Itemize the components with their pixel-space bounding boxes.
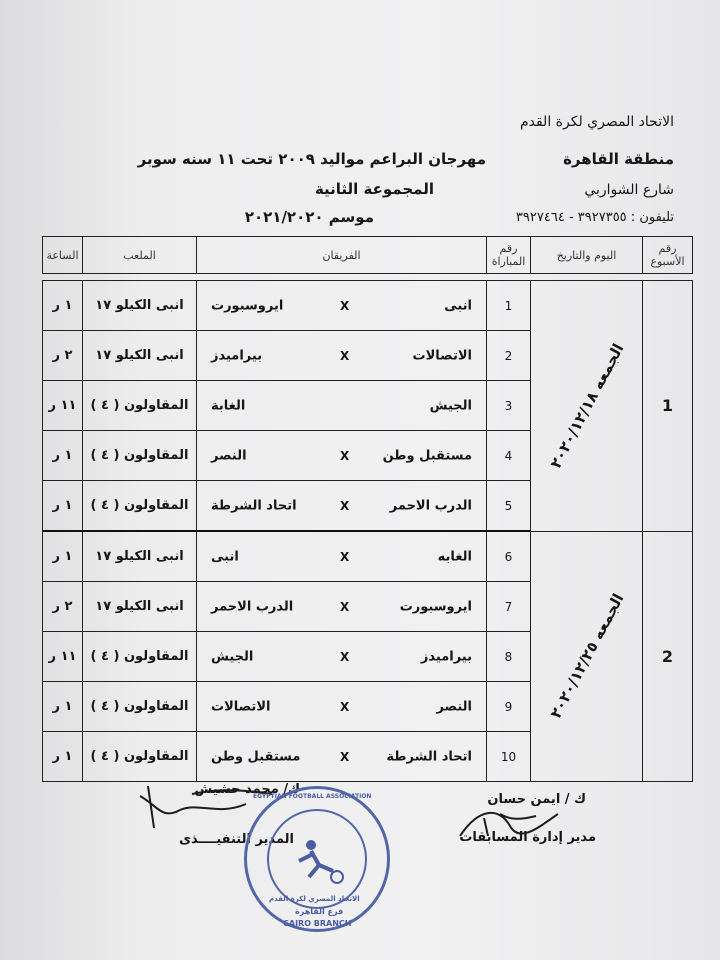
season-title: موسم ٢٠٢١/٢٠٢٠ bbox=[244, 208, 374, 226]
signatory-right-name: ك / ايمن حسان bbox=[487, 792, 586, 807]
kickoff-time: ٢ ر bbox=[43, 582, 83, 632]
home-team: النصر bbox=[436, 699, 472, 714]
week-date-cell bbox=[531, 281, 643, 532]
signature-scribble-right bbox=[440, 796, 570, 856]
kickoff-time: ٢ ر bbox=[43, 331, 83, 381]
spacer-row bbox=[43, 274, 693, 281]
festival-title: مهرجان البراعم مواليد ٢٠٠٩ تحت ١١ سنه سوبر bbox=[137, 150, 486, 168]
venue: انبى الكيلو ١٧ bbox=[83, 281, 197, 331]
seal-text-branch-en: CAIRO BRANCH bbox=[283, 919, 352, 928]
venue: المقاولون ( ٤ ) bbox=[83, 481, 197, 532]
match-number: 8 bbox=[487, 632, 531, 682]
versus-mark: X bbox=[340, 699, 350, 714]
table-row bbox=[43, 531, 693, 582]
week-number: 1 bbox=[643, 281, 693, 532]
match-number: 2 bbox=[487, 331, 531, 381]
kickoff-time: ١١ ر bbox=[43, 381, 83, 431]
teams-cell bbox=[197, 632, 487, 682]
table-row bbox=[43, 281, 693, 331]
signatory-left-name: ك/ محمد حشيش bbox=[194, 782, 300, 797]
home-team: مستقبل وطن bbox=[382, 448, 472, 463]
kickoff-time: ١ ر bbox=[43, 732, 83, 782]
signatory-left-title: المدير التنفيــــذى bbox=[179, 832, 294, 847]
header-week: رقم الأسبوع bbox=[643, 237, 693, 274]
away-team: ايروسبورت bbox=[211, 298, 284, 313]
away-team: بيراميدز bbox=[211, 348, 263, 363]
kickoff-time: ١ ر bbox=[43, 481, 83, 532]
header-match-no: رقم المباراة bbox=[487, 237, 531, 274]
week-date: الجمعه ٢٠٢٠/١٢/١٨ bbox=[546, 340, 627, 472]
versus-mark: X bbox=[340, 649, 350, 664]
seal-text-top: EGYPTIAN FOOTBALL ASSOCIATION bbox=[253, 793, 372, 800]
versus-mark: X bbox=[340, 599, 350, 614]
week-date: الجمعه ٢٠٢٠/١٢/٢٥ bbox=[546, 590, 627, 722]
versus-mark: X bbox=[340, 498, 350, 513]
teams-cell bbox=[197, 381, 487, 431]
match-number: 4 bbox=[487, 431, 531, 481]
away-team: اتحاد الشرطة bbox=[211, 498, 297, 513]
match-number: 6 bbox=[487, 531, 531, 582]
match-number: 7 bbox=[487, 582, 531, 632]
venue: المقاولون ( ٤ ) bbox=[83, 682, 197, 732]
week-date-cell bbox=[531, 531, 643, 782]
away-team: النصر bbox=[211, 448, 247, 463]
venue: انبى الكيلو ١٧ bbox=[83, 582, 197, 632]
teams-cell bbox=[197, 281, 487, 331]
kickoff-time: ١ ر bbox=[43, 431, 83, 481]
home-team: الدرب الاحمر bbox=[389, 498, 472, 513]
table-header-row bbox=[43, 237, 693, 274]
home-team: الغابه bbox=[437, 549, 472, 564]
teams-cell bbox=[197, 431, 487, 481]
away-team: مستقبل وطن bbox=[211, 749, 301, 764]
federation-title: الاتحاد المصري لكرة القدم bbox=[519, 114, 674, 130]
versus-mark: X bbox=[340, 348, 350, 363]
region-title: منطقة القاهرة bbox=[563, 150, 674, 168]
kickoff-time: ١ ر bbox=[43, 682, 83, 732]
home-team: بيراميدز bbox=[420, 649, 472, 664]
header-venue: الملعب bbox=[83, 237, 197, 274]
versus-mark: X bbox=[340, 549, 350, 564]
home-team: الاتصالات bbox=[412, 348, 472, 363]
seal-text-arabic: الاتحاد المصري لكرة القدم bbox=[269, 895, 360, 903]
match-number: 5 bbox=[487, 481, 531, 532]
venue: المقاولون ( ٤ ) bbox=[83, 381, 197, 431]
venue: المقاولون ( ٤ ) bbox=[83, 431, 197, 481]
teams-cell bbox=[197, 331, 487, 381]
away-team: الاتصالات bbox=[211, 699, 271, 714]
kickoff-time: ١ ر bbox=[43, 281, 83, 331]
header-date: اليوم والتاريخ bbox=[531, 237, 643, 274]
group-title: المجموعة الثانية bbox=[314, 180, 434, 198]
football-player-icon bbox=[291, 831, 351, 891]
venue: انبى الكيلو ١٧ bbox=[83, 331, 197, 381]
home-team: انبى bbox=[444, 298, 472, 313]
signatory-right-title: مدير إدارة المسابقات bbox=[459, 830, 596, 845]
street-address: شارع الشواربي bbox=[584, 182, 674, 198]
away-team: انبى bbox=[211, 549, 239, 564]
versus-mark: X bbox=[340, 298, 350, 313]
kickoff-time: ١ ر bbox=[43, 531, 83, 582]
match-number: 1 bbox=[487, 281, 531, 331]
teams-cell bbox=[197, 481, 487, 532]
week-number: 2 bbox=[643, 531, 693, 782]
away-team: الدرب الاحمر bbox=[211, 599, 294, 614]
venue: انبى الكيلو ١٧ bbox=[83, 531, 197, 582]
venue: المقاولون ( ٤ ) bbox=[83, 732, 197, 782]
teams-cell bbox=[197, 682, 487, 732]
match-number: 10 bbox=[487, 732, 531, 782]
away-team: الغابة bbox=[211, 398, 246, 413]
fixtures-table bbox=[42, 236, 693, 782]
teams-cell bbox=[197, 732, 487, 782]
teams-cell bbox=[197, 531, 487, 582]
teams-cell bbox=[197, 582, 487, 632]
versus-mark: X bbox=[340, 749, 350, 764]
versus-mark: X bbox=[340, 448, 350, 463]
away-team: الجيش bbox=[211, 649, 254, 664]
home-team: اتحاد الشرطة bbox=[386, 749, 472, 764]
seal-text-branch-ar: فرع القاهرة bbox=[295, 907, 344, 916]
venue: المقاولون ( ٤ ) bbox=[83, 632, 197, 682]
match-number: 9 bbox=[487, 682, 531, 732]
phone-numbers: تليفون : ٣٩٢٧٣٥٥ - ٣٩٢٧٤٦٤ bbox=[515, 210, 674, 225]
header-time: الساعة bbox=[43, 237, 83, 274]
match-number: 3 bbox=[487, 381, 531, 431]
kickoff-time: ١١ ر bbox=[43, 632, 83, 682]
header-teams: الفريقان bbox=[197, 237, 487, 274]
home-team: الجيش bbox=[429, 398, 472, 413]
official-seal bbox=[244, 786, 390, 932]
home-team: ايروسبورت bbox=[399, 599, 472, 614]
